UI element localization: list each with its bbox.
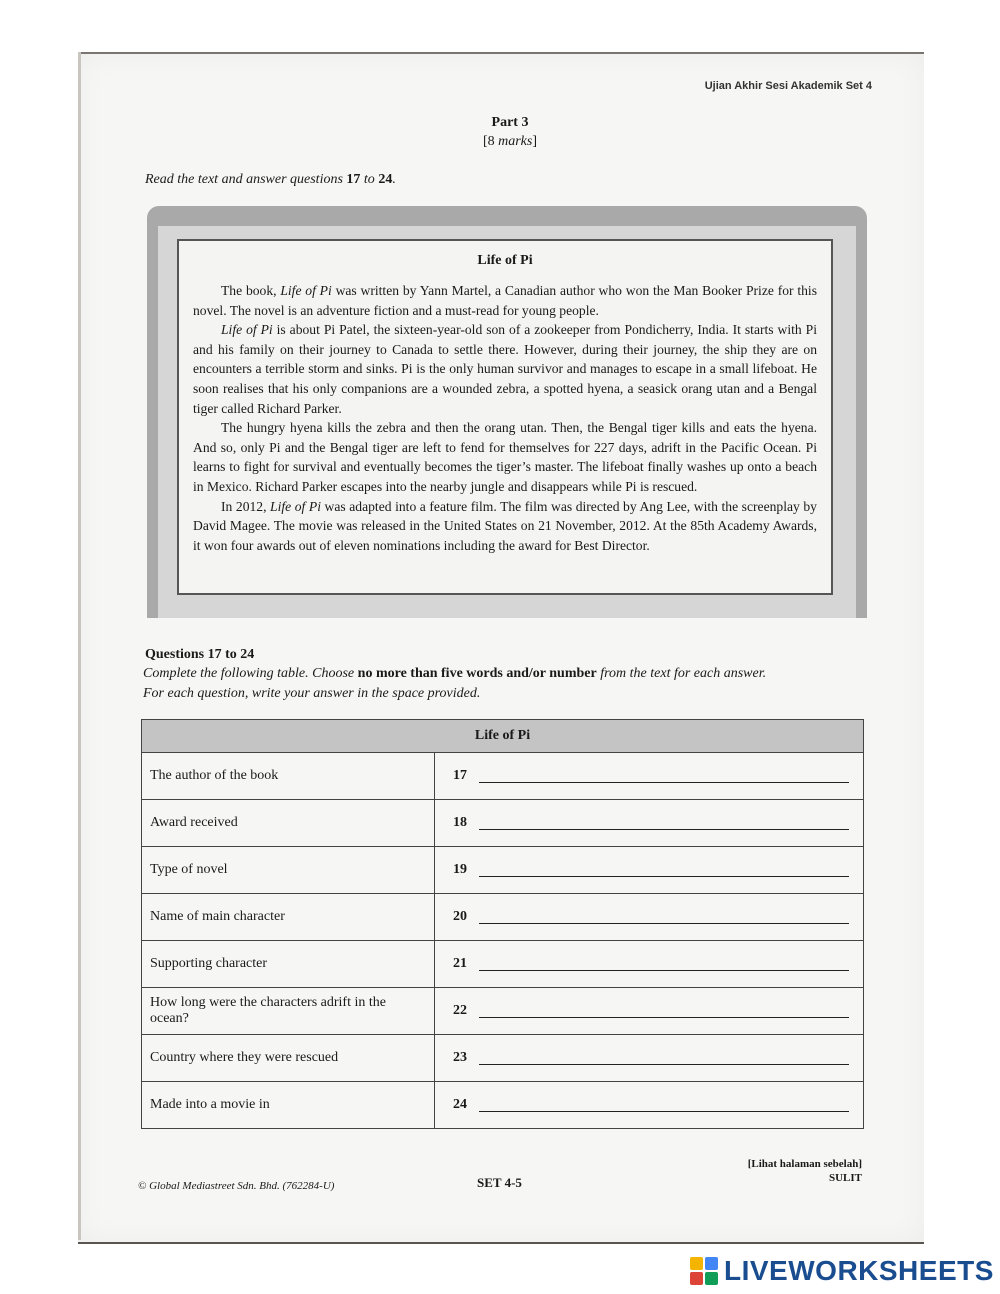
answer-field-24[interactable] xyxy=(479,1097,849,1112)
passage-paragraph-4: In 2012, Life of Pi was adapted into a feature film. The film was directed by Ang Lee, with the screenplay by David Magee. The movie was released in the United States on 21 November, 2012. At the 85th Academy Awards, it won four awards out of eleven nominations including the award for Best Director. xyxy=(193,498,817,553)
question-number: 20 xyxy=(453,909,467,924)
answer-field-17[interactable] xyxy=(479,768,849,783)
logo-square-2 xyxy=(705,1257,718,1270)
table-row xyxy=(142,894,864,941)
question-number: 23 xyxy=(453,1050,467,1065)
reading-instruction: Read the text and answer questions 17 to 24. xyxy=(145,172,396,187)
passage-paragraph-2: Life of Pi is about Pi Patel, the sixteen-year-old son of a zookeeper from Pondicherry, India. It starts with Pi and his family on their journey to Canada to settle there. However, during their journey, the ship they are on encounters a terrible storm and sinks. Pi is the only human survivor and manages to escape in a small lifeboat. He soon realises that his only companions are a wounded zebra, a spotted hyena, a seasick orang utan and a Bengal tiger called Richard Parker. xyxy=(193,322,817,416)
question-label: Supporting character xyxy=(142,941,435,988)
answer-cell xyxy=(435,800,864,847)
table-row xyxy=(142,941,864,988)
questions-heading: Questions 17 to 24 xyxy=(145,647,255,662)
passage-title: Life of Pi xyxy=(477,253,533,268)
answer-table xyxy=(141,719,864,1129)
table-row xyxy=(142,800,864,847)
question-number: 24 xyxy=(453,1097,467,1112)
page-edge-shadow xyxy=(78,52,81,1240)
answer-field-22[interactable] xyxy=(479,1003,849,1018)
questions-instruction: Complete the following table. Choose no more than five words and/or number from the text for each answer. For each question, write your answer in the space provided. xyxy=(143,666,767,701)
confidential-label: SULIT xyxy=(828,1172,862,1184)
set-number: SET 4-5 xyxy=(477,1175,522,1190)
question-number: 21 xyxy=(453,956,467,971)
logo-square-1 xyxy=(690,1257,703,1270)
liveworksheets-wordmark: LIVEWORKSHEETS xyxy=(724,1255,994,1286)
answer-field-20[interactable] xyxy=(479,909,849,924)
next-page-note: [Lihat halaman sebelah] xyxy=(747,1158,862,1170)
question-label: The author of the book xyxy=(142,753,435,800)
answer-cell xyxy=(435,941,864,988)
question-number: 22 xyxy=(453,1003,467,1018)
question-label: How long were the characters adrift in the ocean? xyxy=(142,988,435,1035)
table-row xyxy=(142,1082,864,1129)
passage-box xyxy=(177,239,833,595)
exam-title: Ujian Akhir Sesi Akademik Set 4 xyxy=(704,80,872,92)
table-row xyxy=(142,1035,864,1082)
answer-cell xyxy=(435,894,864,941)
liveworksheets-logo-icon xyxy=(690,1257,718,1285)
answer-table-title: Life of Pi xyxy=(142,720,864,753)
copyright-notice: © Global Mediastreet Sdn. Bhd. (762284-U) xyxy=(138,1180,335,1192)
liveworksheets-logo[interactable] xyxy=(690,1255,994,1287)
question-number: 17 xyxy=(453,768,467,783)
question-label: Award received xyxy=(142,800,435,847)
part-marks: [8 marks] xyxy=(482,134,538,149)
answer-cell xyxy=(435,1082,864,1129)
logo-square-4 xyxy=(705,1272,718,1285)
question-label: Made into a movie in xyxy=(142,1082,435,1129)
question-number: 18 xyxy=(453,815,467,830)
answer-cell xyxy=(435,1035,864,1082)
question-label: Name of main character xyxy=(142,894,435,941)
answer-field-19[interactable] xyxy=(479,862,849,877)
answer-field-18[interactable] xyxy=(479,815,849,830)
answer-cell xyxy=(435,847,864,894)
question-label: Type of novel xyxy=(142,847,435,894)
passage-paragraph-3: The hungry hyena kills the zebra and then the orang utan. Then, the Bengal tiger kills and eats the hyena. And so, only Pi and the Bengal tiger are left to fend for themselves for 227 days, adrift in the Pacific Ocean. Pi learns to fight for survival and eventually becomes the tiger’s master. The lifeboat finally washes up onto a beach in Mexico. Richard Parker escapes into the nearby jungle and disappears while Pi is rescued. xyxy=(193,420,817,494)
table-row xyxy=(142,847,864,894)
table-row xyxy=(142,753,864,800)
table-row xyxy=(142,988,864,1035)
answer-field-23[interactable] xyxy=(479,1050,849,1065)
answer-cell xyxy=(435,753,864,800)
question-label: Country where they were rescued xyxy=(142,1035,435,1082)
part-title: Part 3 xyxy=(491,115,529,130)
logo-square-3 xyxy=(690,1272,703,1285)
question-number: 19 xyxy=(453,862,467,877)
answer-cell xyxy=(435,988,864,1035)
answer-field-21[interactable] xyxy=(479,956,849,971)
passage-paragraph-1: The book, Life of Pi was written by Yann Martel, a Canadian author who won the Man Booker Prize for this novel. The novel is an adventure fiction and a must-read for young people. xyxy=(193,283,817,318)
